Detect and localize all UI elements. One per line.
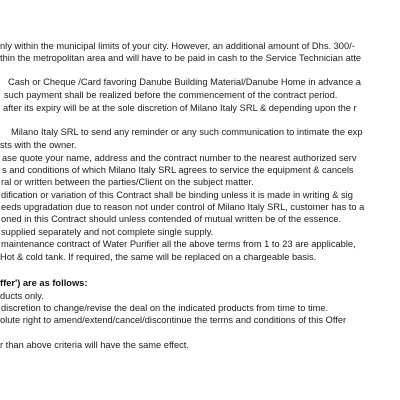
text-line: supplied separately and not complete single supply. bbox=[1, 227, 214, 237]
text-line: Cash or Cheque /Card favoring Danube Building Material/Danube Home in advance a bbox=[8, 77, 361, 87]
text-line: ducts only. bbox=[0, 291, 44, 301]
section-heading: ffer') are as follows: bbox=[0, 278, 88, 288]
text-line: nly within the municipal limits of your city. However, an additional amount of Dhs. 300/- bbox=[0, 41, 355, 51]
text-line: maintenance contract of Water Purifier all the above terms from 1 to 23 are applicable, bbox=[1, 239, 356, 249]
text-line: ral or written between the parties/Client on the subject matter. bbox=[1, 177, 254, 187]
text-line: eeds upgradation due to reason not under control of Milano Italy SRL, customer has to a bbox=[1, 202, 365, 212]
text-line: Milano Italy SRL to send any reminder or any such communication to intimate the exp bbox=[11, 127, 363, 137]
text-line: ase quote your name, address and the contract number to the nearest authorized serv bbox=[2, 153, 357, 163]
text-line: discretion to change/revise the deal on the indicated products from time to time. bbox=[1, 303, 329, 313]
text-line: sts with the owner. bbox=[0, 140, 77, 150]
text-line: Hot & cold tank. If required, the same will be replaced on a chargeable basis. bbox=[0, 252, 317, 262]
text-line: dification or variation of this Contract shall be binding unless it is made in writing & sig bbox=[1, 190, 353, 200]
text-line: olute right to amend/extend/cancel/discontinue the terms and conditions of this Offer bbox=[0, 315, 347, 325]
text-line: oned in this Contract should unless contended of mutual written be of the essence. bbox=[1, 214, 342, 224]
text-line: s and conditions of which Milano Italy SRL agrees to service the equipment & cancels bbox=[2, 165, 354, 175]
text-line: thin the metropolitan area and will have to be paid in cash to the Service Technician atte bbox=[0, 53, 362, 63]
text-line: r than above criteria will have the same effect. bbox=[0, 340, 189, 350]
text-line: such payment shall be realized before the commencement of the contract period. bbox=[4, 90, 338, 100]
text-line: after its expiry will be at the sole discretion of Milano Italy SRL & depending upon the r bbox=[3, 103, 357, 113]
